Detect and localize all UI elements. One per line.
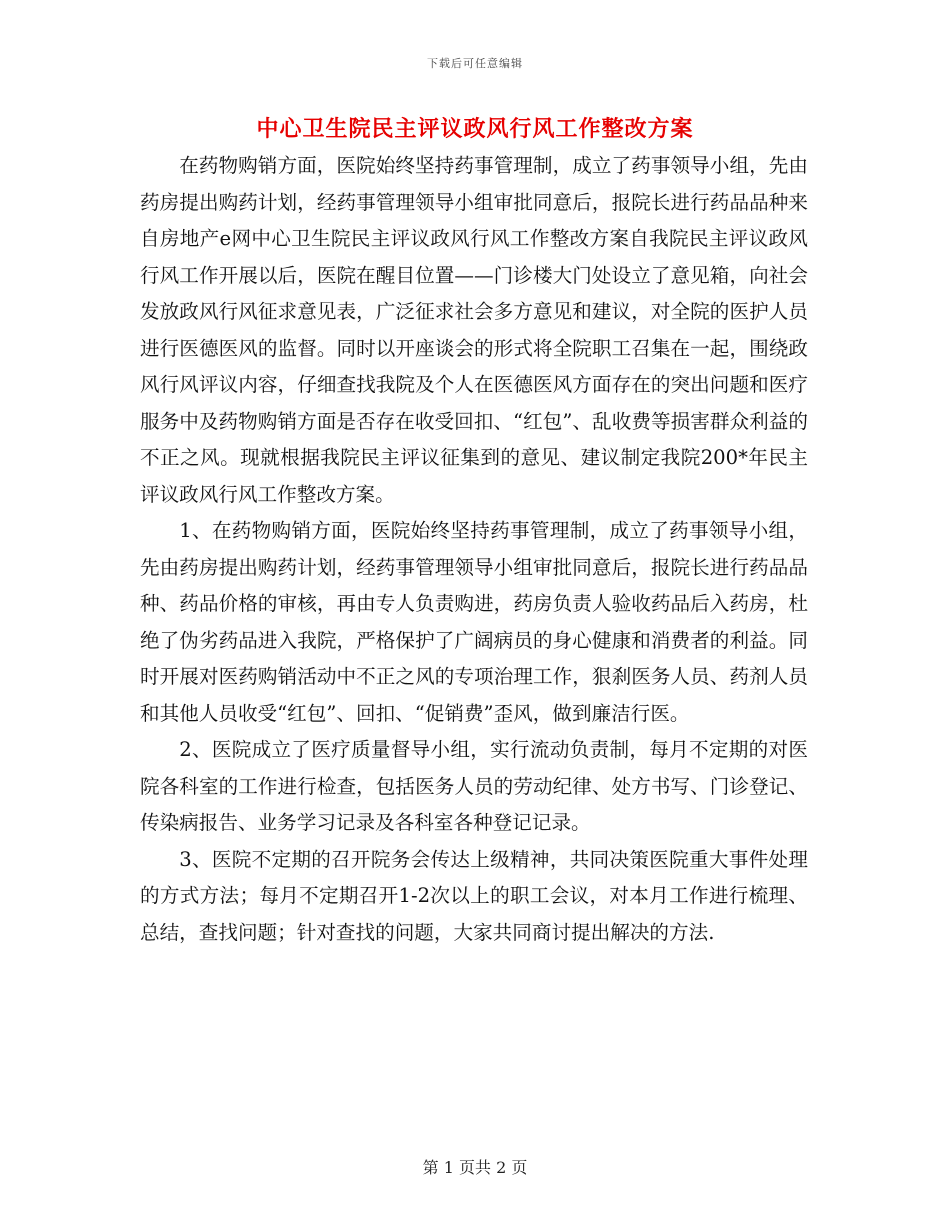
- document-body: [140, 148, 808, 951]
- header-note: 下载后可任意编辑: [427, 57, 523, 70]
- body-paragraph-item-2: 2、医院成立了医疗质量督导小组，实行流动负责制，每月不定期的对医院各科室的工作进行检查，包括医务人员的劳动纪律、处方书写、门诊登记、传染病报告、业务学习记录及各科室各种登记记录。: [140, 738, 808, 834]
- page-number: 第 1 页共 2 页: [422, 1158, 528, 1177]
- body-paragraph-item-3: 3、医院不定期的召开院务会传达上级精神，共同决策医院重大事件处理的方式方法；每月不定期召开1-2次以上的职工会议，对本月工作进行梳理、总结，查找问题；针对查找的问题，大家共同商讨提出解决的方法.: [140, 847, 808, 944]
- body-paragraph-intro: 在药物购销方面，医院始终坚持药事管理制，成立了药事领导小组，先由药房提出购药计划，经药事管理领导小组审批同意后，报院长进行药品品种来自房地产e网中心卫生院民主评议政风行风工作整改方案自我院民主评议政风行风工作开展以后，医院在醒目位置——门诊楼大门处设立了意见箱，向社会发放政风行风征求意见表，广泛征求社会多方意见和建议，对全院的医护人员进行医德医风的监督。同时以开座谈会的形式将全院职工召集在一起，围绕政风行风评议内容，仔细查找我院及个人在医德医风方面存在的突出问题和医疗服务中及药物购销方面是否存在收受回扣、“红包”、乱收费等损害群众利益的不正之风。现就根据我院民主评议征集到的意见、建议制定我院200*年民主评议政风行风工作整改方案。: [140, 154, 808, 506]
- body-paragraph-item-1: 1、在药物购销方面，医院始终坚持药事管理制，成立了药事领导小组，先由药房提出购药计划，经药事管理领导小组审批同意后，报院长进行药品品种、药品价格的审核，再由专人负责购进，药房负责人验收药品后入药房，杜绝了伪劣药品进入我院，严格保护了广阔病员的身心健康和消费者的利益。同时开展对医药购销活动中不正之风的专项治理工作，狠刹医务人员、药剂人员和其他人员收受“红包”、回扣、“促销费”歪风，做到廉洁行医。: [140, 519, 808, 725]
- document-title: 中心卫生院民主评议政风行风工作整改方案: [256, 116, 694, 142]
